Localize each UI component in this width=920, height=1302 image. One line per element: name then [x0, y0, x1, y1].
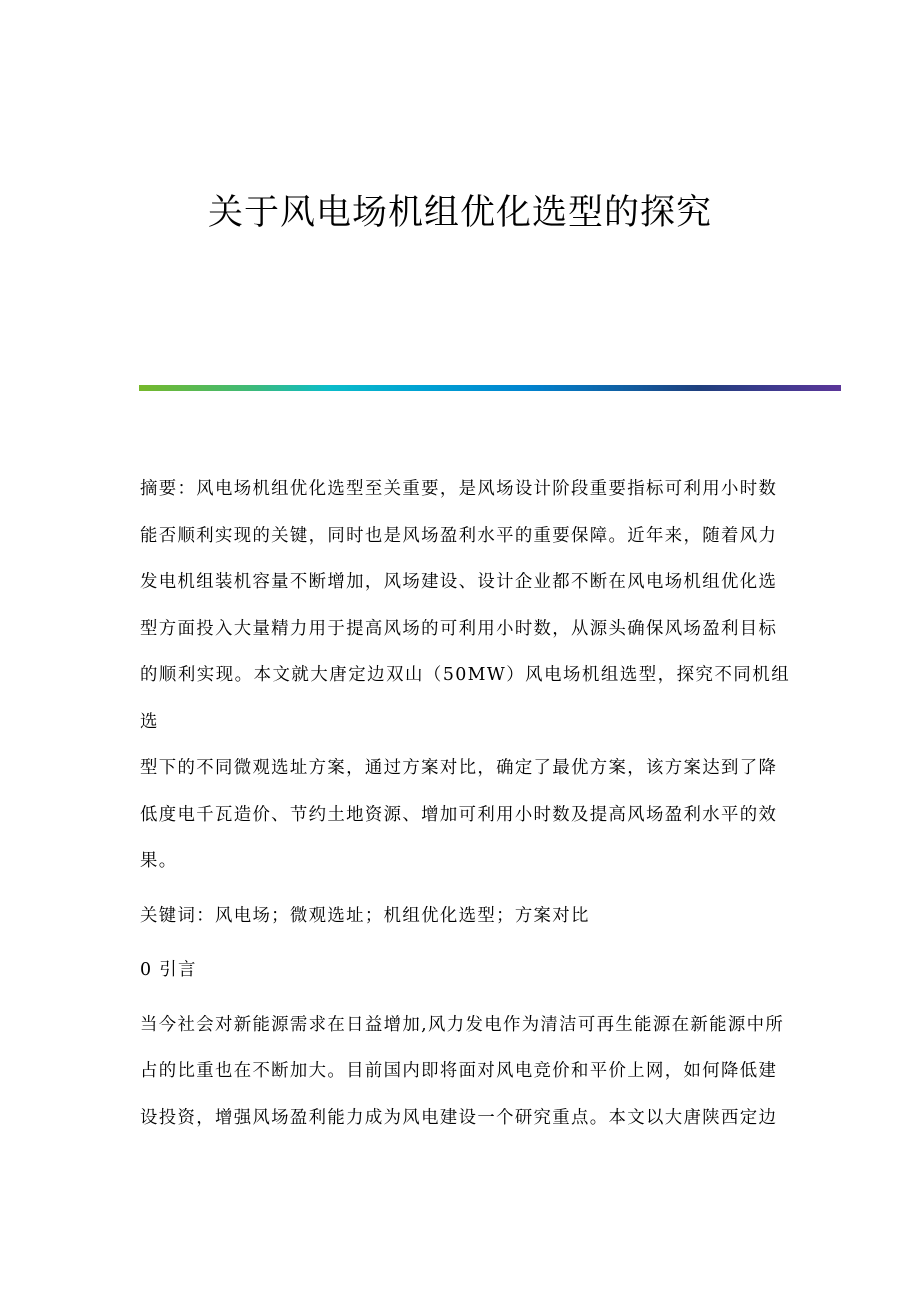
abstract-line: 型下的不同微观选址方案，通过方案对比，确定了最优方案，该方案达到了降 — [140, 758, 778, 778]
document-title: 关于风电场机组优化选型的探究 — [207, 193, 712, 233]
abstract-line: 果。 — [140, 851, 178, 871]
intro-line: 当今社会对新能源需求在日益增加,风力发电作为清洁可再生能源在新能源中所 — [140, 1014, 785, 1035]
document-body — [140, 466, 790, 1141]
abstract-line: 摘要：风电场机组优化选型至关重要，是风场设计阶段重要指标可利用小时数 — [140, 479, 778, 499]
intro-line: 占的比重也在不断加大。目前国内即将面对风电竞价和平价上网，如何降低建 — [140, 1061, 778, 1081]
keywords-line: 关键词：风电场；微观选址；机组优化选型；方案对比 — [140, 905, 590, 926]
abstract-line: 能否顺利实现的关键，同时也是风场盈利水平的重要保障。近年来，随着风力 — [140, 525, 778, 546]
abstract-paragraph — [140, 466, 790, 885]
abstract-line: 发电机组装机容量不断增加，风场建设、设计企业都不断在风电场机组优化选 — [140, 572, 778, 592]
abstract-line: 低度电千瓦造价、节约土地资源、增加可利用小时数及提高风场盈利水平的效 — [140, 804, 778, 825]
abstract-line: 的顺利实现。本文就大唐定边双山（50MW）风电场机组选型，探究不同机组选 — [140, 665, 790, 732]
abstract-line: 型方面投入大量精力用于提高风场的可利用小时数，从源头确保风场盈利目标 — [140, 618, 778, 639]
title-gradient-divider — [139, 385, 841, 391]
section-heading-introduction: 0 引言 — [140, 960, 197, 980]
intro-line: 设投资，增强风场盈利能力成为风电建设一个研究重点。本文以大唐陕西定边 — [140, 1107, 778, 1128]
introduction-paragraph — [140, 1002, 790, 1142]
